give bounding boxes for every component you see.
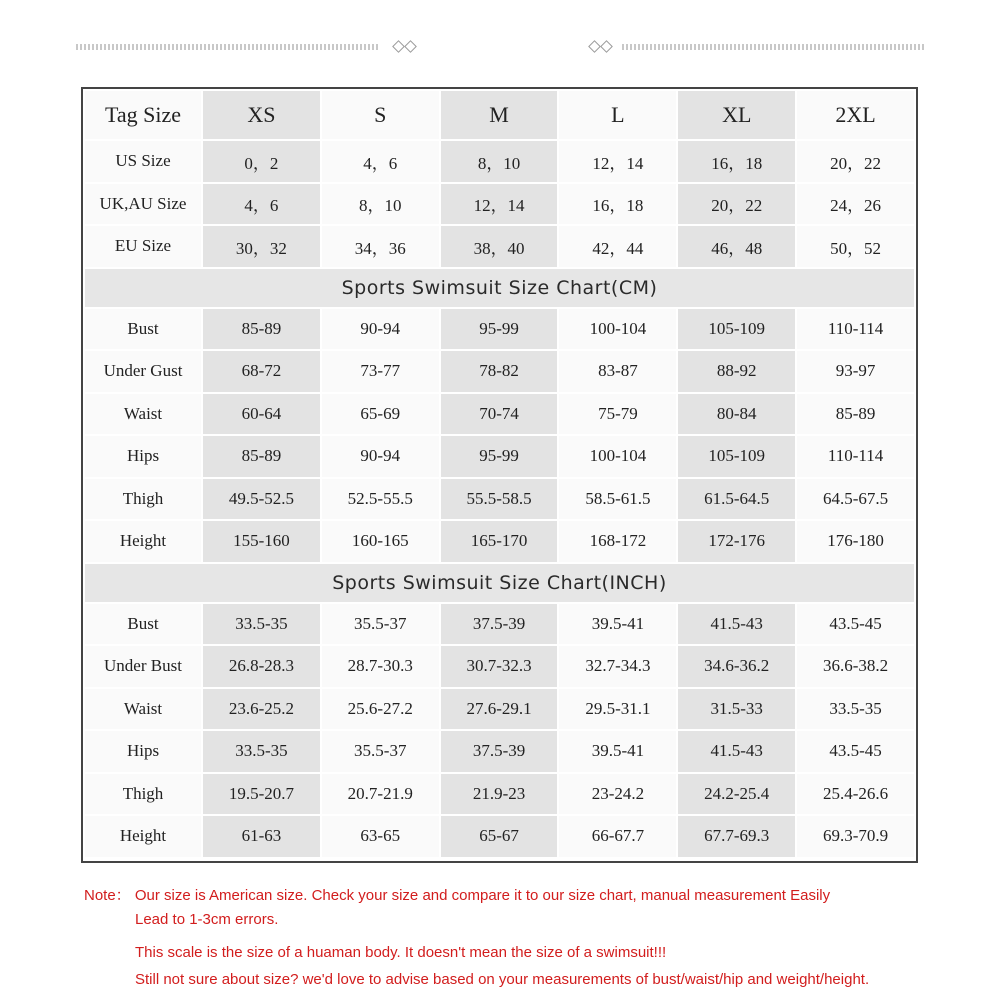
row-label: Hips (85, 436, 201, 477)
size-header-xl: XL (678, 91, 795, 139)
cm-measurement-row (85, 394, 914, 435)
table-cell: 100-104 (559, 436, 676, 477)
table-cell: 16，18 (559, 184, 676, 225)
table-cell: 30.7-32.3 (441, 646, 558, 687)
table-cell: 80-84 (678, 394, 795, 435)
cm-measurement-row (85, 309, 914, 350)
top-divider-right (584, 40, 926, 52)
table-cell: 39.5-41 (559, 731, 676, 772)
table-cell: 43.5-45 (797, 731, 914, 772)
table-cell: 85-89 (203, 436, 320, 477)
tag-size-header: Tag Size (85, 91, 201, 139)
table-cell: 33.5-35 (203, 604, 320, 645)
table-cell: 66-67.7 (559, 816, 676, 857)
table-cell: 4，6 (322, 141, 439, 182)
table-cell: 90-94 (322, 309, 439, 350)
table-cell: 38，40 (441, 226, 558, 267)
table-cell: 58.5-61.5 (559, 479, 676, 520)
size-header-l: L (559, 91, 676, 139)
row-label: Under Gust (85, 351, 201, 392)
table-cell: 155-160 (203, 521, 320, 562)
section-inch-title: Sports Swimsuit Size Chart(INCH) (85, 564, 914, 602)
table-cell: 30，32 (203, 226, 320, 267)
table-cell: 61.5-64.5 (678, 479, 795, 520)
size-header-m: M (441, 91, 558, 139)
table-cell: 24，26 (797, 184, 914, 225)
table-cell: 168-172 (559, 521, 676, 562)
table-cell: 90-94 (322, 436, 439, 477)
table-cell: 12，14 (559, 141, 676, 182)
table-cell: 20，22 (678, 184, 795, 225)
table-cell: 39.5-41 (559, 604, 676, 645)
table-cell: 83-87 (559, 351, 676, 392)
note-line-3: This scale is the size of a huaman body. It doesn't mean the size of a swimsuit!!! (135, 944, 667, 961)
table-cell: 19.5-20.7 (203, 774, 320, 815)
table-cell: 78-82 (441, 351, 558, 392)
table-cell: 25.4-26.6 (797, 774, 914, 815)
diamond-ornament-icon (392, 40, 405, 53)
table-cell: 25.6-27.2 (322, 689, 439, 730)
row-label: Under Bust (85, 646, 201, 687)
row-label: Waist (85, 394, 201, 435)
row-label: Height (85, 816, 201, 857)
table-cell: 85-89 (797, 394, 914, 435)
row-label: EU Size (85, 226, 201, 267)
table-cell: 85-89 (203, 309, 320, 350)
row-label: Hips (85, 731, 201, 772)
table-cell: 4，6 (203, 184, 320, 225)
table-cell: 27.6-29.1 (441, 689, 558, 730)
size-header-s: S (322, 91, 439, 139)
table-cell: 21.9-23 (441, 774, 558, 815)
table-cell: 32.7-34.3 (559, 646, 676, 687)
diamond-ornament-icon (404, 40, 417, 53)
row-label: UK,AU Size (85, 184, 201, 225)
table-cell: 12，14 (441, 184, 558, 225)
table-cell: 61-63 (203, 816, 320, 857)
table-cell: 64.5-67.5 (797, 479, 914, 520)
table-cell: 42，44 (559, 226, 676, 267)
inch-measurement-row (85, 816, 914, 857)
table-cell: 95-99 (441, 309, 558, 350)
note-line-2: Lead to 1-3cm errors. (135, 911, 279, 928)
table-cell: 37.5-39 (441, 731, 558, 772)
table-cell: 100-104 (559, 309, 676, 350)
table-cell: 160-165 (322, 521, 439, 562)
note-line-1: Note： Our size is American size. Check your size and compare it to our size chart, manual measurement Easily (84, 887, 831, 904)
table-cell: 172-176 (678, 521, 795, 562)
table-cell: 110-114 (797, 309, 914, 350)
table-cell: 33.5-35 (203, 731, 320, 772)
table-cell: 73-77 (322, 351, 439, 392)
row-label: Thigh (85, 479, 201, 520)
inch-measurement-row (85, 689, 914, 730)
row-label: Height (85, 521, 201, 562)
table-cell: 67.7-69.3 (678, 816, 795, 857)
table-cell: 16，18 (678, 141, 795, 182)
table-cell: 110-114 (797, 436, 914, 477)
table-cell: 65-67 (441, 816, 558, 857)
size-header-xs: XS (203, 91, 320, 139)
table-cell: 31.5-33 (678, 689, 795, 730)
table-cell: 34.6-36.2 (678, 646, 795, 687)
table-cell: 95-99 (441, 436, 558, 477)
table-cell: 176-180 (797, 521, 914, 562)
cm-measurement-row (85, 351, 914, 392)
cm-measurement-row (85, 479, 914, 520)
size-conversion-row (85, 226, 914, 267)
header-row (85, 91, 914, 139)
table-cell: 70-74 (441, 394, 558, 435)
section-inch (85, 564, 914, 602)
row-label: US Size (85, 141, 201, 182)
inch-measurement-row (85, 774, 914, 815)
table-cell: 20.7-21.9 (322, 774, 439, 815)
table-cell: 0，2 (203, 141, 320, 182)
row-label: Thigh (85, 774, 201, 815)
table-cell: 35.5-37 (322, 604, 439, 645)
inch-measurement-row (85, 731, 914, 772)
diamond-ornament-icon (588, 40, 601, 53)
table-cell: 49.5-52.5 (203, 479, 320, 520)
diamond-ornament-icon (600, 40, 613, 53)
size-header-2xl: 2XL (797, 91, 914, 139)
table-cell: 35.5-37 (322, 731, 439, 772)
table-cell: 28.7-30.3 (322, 646, 439, 687)
table-cell: 41.5-43 (678, 731, 795, 772)
table-cell: 69.3-70.9 (797, 816, 914, 857)
table-cell: 36.6-38.2 (797, 646, 914, 687)
top-divider-left (76, 40, 421, 52)
size-chart (81, 87, 918, 863)
table-cell: 105-109 (678, 436, 795, 477)
table-cell: 68-72 (203, 351, 320, 392)
row-label: Waist (85, 689, 201, 730)
inch-measurement-row (85, 646, 914, 687)
table-cell: 37.5-39 (441, 604, 558, 645)
table-cell: 88-92 (678, 351, 795, 392)
table-cell: 93-97 (797, 351, 914, 392)
table-cell: 20，22 (797, 141, 914, 182)
size-conversion-row (85, 184, 914, 225)
section-cm (85, 269, 914, 307)
table-cell: 52.5-55.5 (322, 479, 439, 520)
table-cell: 43.5-45 (797, 604, 914, 645)
table-cell: 23.6-25.2 (203, 689, 320, 730)
table-cell: 41.5-43 (678, 604, 795, 645)
table-cell: 33.5-35 (797, 689, 914, 730)
table-cell: 65-69 (322, 394, 439, 435)
size-chart-table (83, 89, 916, 859)
table-cell: 55.5-58.5 (441, 479, 558, 520)
table-cell: 63-65 (322, 816, 439, 857)
inch-measurement-row (85, 604, 914, 645)
table-cell: 50，52 (797, 226, 914, 267)
row-label: Bust (85, 604, 201, 645)
section-cm-title: Sports Swimsuit Size Chart(CM) (85, 269, 914, 307)
table-cell: 29.5-31.1 (559, 689, 676, 730)
table-cell: 75-79 (559, 394, 676, 435)
table-cell: 165-170 (441, 521, 558, 562)
table-cell: 105-109 (678, 309, 795, 350)
row-label: Bust (85, 309, 201, 350)
table-cell: 8，10 (322, 184, 439, 225)
table-cell: 23-24.2 (559, 774, 676, 815)
table-cell: 24.2-25.4 (678, 774, 795, 815)
table-cell: 8，10 (441, 141, 558, 182)
table-cell: 34，36 (322, 226, 439, 267)
note-line-4: Still not sure about size? we'd love to advise based on your measurements of bust/waist/hip and weight/height. (135, 971, 870, 988)
table-cell: 60-64 (203, 394, 320, 435)
size-conversion-row (85, 141, 914, 182)
cm-measurement-row (85, 521, 914, 562)
table-cell: 46，48 (678, 226, 795, 267)
cm-measurement-row (85, 436, 914, 477)
table-cell: 26.8-28.3 (203, 646, 320, 687)
